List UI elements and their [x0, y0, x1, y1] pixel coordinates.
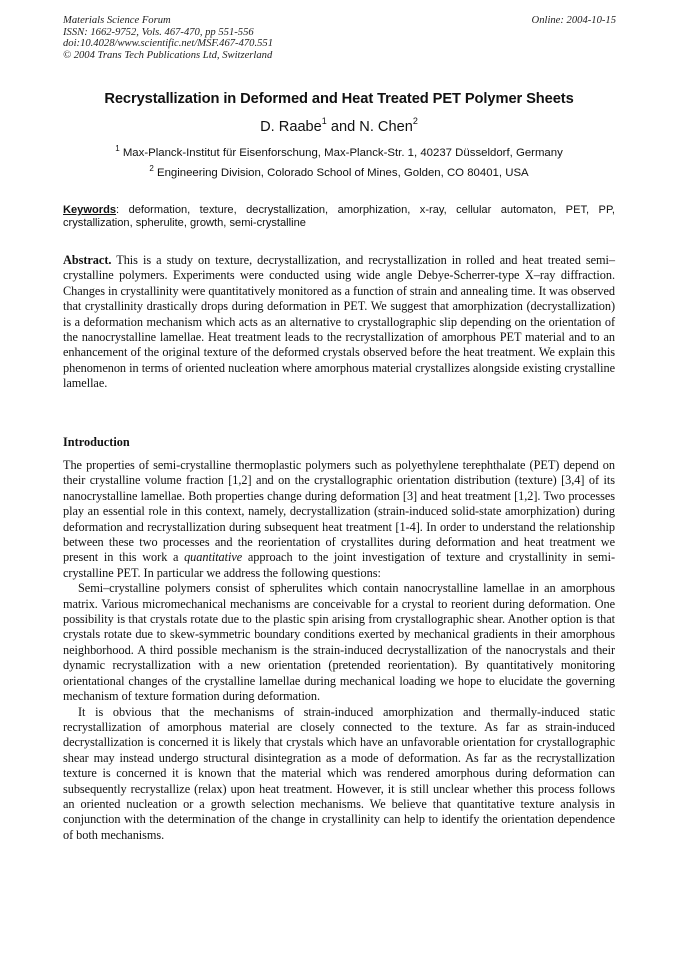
author-2-affil-mark: 2 — [412, 116, 418, 126]
journal-header — [63, 15, 616, 61]
emphasis-quantitative: quantitative — [184, 550, 243, 565]
intro-paragraph-2: Semi–crystalline polymers consist of spherulites which contain nanocrystalline lamellae in an amorphous matrix. Various micromechanical mechanisms are conceivable for a crystal to reorient during deformation. One possibility is that crystals rotate due to the plastic spin arising from crystallographic shear. Another option is that crystals rotate due to skew-symmetric boundary conditions exerted by mechanical gradients in their amorphous neighborhood. A third possible mechanism is the strain-induced decrystallization of the nanocrystals and their dynamic recrystallization with a new orientation (pretended reorientation). By quantitatively monitoring orientational changes of the crystalline lamellae during mechanical loading we hope to elucidate the governing mechanism of texture formation during deformation. — [63, 581, 615, 704]
intro-paragraph-1: The properties of semi-crystalline thermoplastic polymers such as polyethylene terephthalate (PET) depend on their crystalline volume fraction [1,2] and on the crystallographic orientation distribution (texture) [3,4] of its nanocrystalline lamellae. Both properties change during deformation [3] and heat treatment [1,2]. Two processes play an essential role in this context, namely, decrystallization (strain-induced solid-state amorphization) during deformation and recrystallization during subsequent heat treatment [1-4]. In order to understand the relationship between these two processes and the reorientation of crystallites during deformation and heat treatment we present in this work a quantitative approach to the joint investigation of texture and crystallinity in semi-crystalline PET. In particular we address the following questions: — [63, 458, 615, 580]
keywords-text: deformation, texture, decrystallization, amorphization, x-ray, cellular automaton, PET, PP, crystallization, spherulite, growth, semi-crystalline — [63, 204, 615, 230]
journal-name: Materials Science Forum — [63, 15, 171, 26]
keywords-block: Keywords: deformation, texture, decrystallization, amorphization, x-ray, cellular automaton, PET, PP, crystallization, spherulite, growth, semi-crystalline — [63, 204, 615, 230]
introduction-body — [63, 458, 615, 843]
abstract-text: This is a study on texture, decrystallization, and recrystallization in rolled and heat treated semi–crystalline polymers. Experiments were conducted using wide angle Debye-Scherrer-type X–ray diffraction. Changes in crystallinity were quantitatively monitored as a function of strain and annealing time. It was observed that crystallinity drastically drops during deformation in PET. We suggest that amorphization (decrystallization) is a deformation mechanism which acts as an alternative to crystallographic slip depending on the orientation of the nanocrystalline lamellae. Heat treatment leads to the recrystallization of amorphous PET material and to an enhancement of the original texture of the deformed crystals observed before the heat treatment. We explain this phenomenon in terms of oriented nucleation where amorphous material crystallizes alongside existing crystalline lamellae. — [63, 253, 615, 391]
abstract-label: Abstract. — [63, 253, 112, 267]
affiliation-1-mark: 1 — [115, 144, 120, 153]
online-date: Online: 2004-10-15 — [531, 15, 616, 26]
journal-issn: ISSN: 1662-9752, Vols. 467-470, pp 551-556 — [63, 26, 254, 38]
affiliation-1 — [0, 144, 678, 159]
author-1-affil-mark: 1 — [321, 116, 327, 126]
paper-title: Recrystallization in Deformed and Heat Treated PET Polymer Sheets — [104, 91, 574, 107]
abstract-block — [63, 253, 615, 392]
author-1: D. Raabe — [260, 119, 322, 135]
journal-doi: doi:10.4028/www.scientific.net/MSF.467-470.551 — [63, 38, 273, 50]
journal-copyright: © 2004 Trans Tech Publications Ltd, Switzerland — [63, 49, 273, 61]
affiliation-2-text: Engineering Division, Colorado School of Mines, Golden, CO 80401, USA — [156, 167, 529, 179]
keywords-label: Keywords — [63, 204, 117, 216]
intro-paragraph-3: It is obvious that the mechanisms of strain-induced amorphization and thermally-induced static recrystallization of amorphous material are closely connected to the texture. As far as strain-induced decrystallization is concerned it is likely that crystals which have an unfavorable orientation for crystallographic shear may instead undergo structural disintegration as a mode of deformation. As far as the recrystallization texture is concerned it is known that the material which was rendered amorphous during deformation can subsequently recrystallize (relax) upon heat treatment. However, it is still unclear whether this process follows an oriented nucleation or a growth selection mechanisms. We believe that quantitative texture analysis in conjunction with the determination of the change in crystallinity can help to identify the orientation dependence of both mechanisms. — [63, 704, 615, 842]
author-line — [0, 116, 678, 135]
affiliation-2 — [0, 164, 678, 179]
affiliation-1-text: Max-Planck-Institut für Eisenforschung, Max-Planck-Str. 1, 40237 Düsseldorf, Germany — [122, 147, 563, 159]
affiliation-2-mark: 2 — [149, 164, 154, 173]
author-2: and N. Chen — [330, 119, 413, 135]
introduction-heading: Introduction — [63, 435, 130, 449]
